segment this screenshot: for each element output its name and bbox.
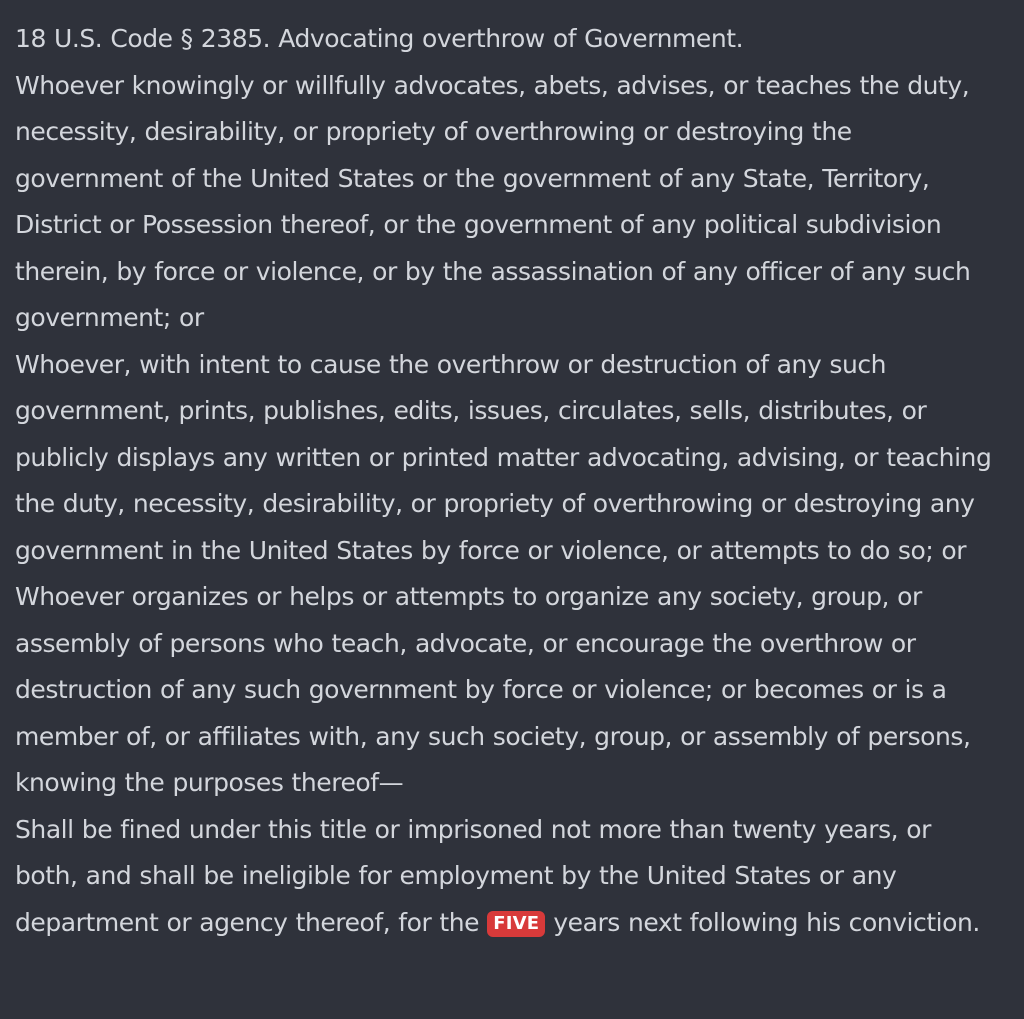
- penalty-text-before: Shall be fined under this title or imprisoned not more than twenty years, or both, and shall be ineligible for employment by the United States or any department or agency thereof, for the: [15, 814, 931, 937]
- paragraph-penalty: [15, 807, 1024, 947]
- penalty-text-after: years next following his conviction.: [545, 907, 980, 937]
- document-heading: 18 U.S. Code § 2385. Advocating overthrow of Government.: [15, 24, 744, 53]
- paragraph-1: Whoever knowingly or willfully advocates, abets, advises, or teaches the duty, necessity, desirability, or propriety of overthrowing or destroying the government of the United States or the government of any State, Territory, District or Possession thereof, or the government of any political subdivision therein, by force or violence, or by the assassination of any officer of any such government; or: [15, 70, 971, 332]
- paragraph-2: Whoever, with intent to cause the overthrow or destruction of any such government, prints, publishes, edits, issues, circulates, sells, distributes, or publicly displays any written or printed matter advocating, advising, or teaching the duty, necessity, desirability, or propriety of overthrowing or destroying any government in the United States by force or violence, or attempts to do so; or: [15, 349, 992, 565]
- highlight-badge: FIVE: [487, 911, 545, 937]
- paragraph-3: Whoever organizes or helps or attempts to organize any society, group, or assembly of persons who teach, advocate, or encourage the overthrow or destruction of any such government by force or violence; or becomes or is a member of, or affiliates with, any such society, group, or assembly of persons, knowing the purposes thereof—: [15, 582, 971, 797]
